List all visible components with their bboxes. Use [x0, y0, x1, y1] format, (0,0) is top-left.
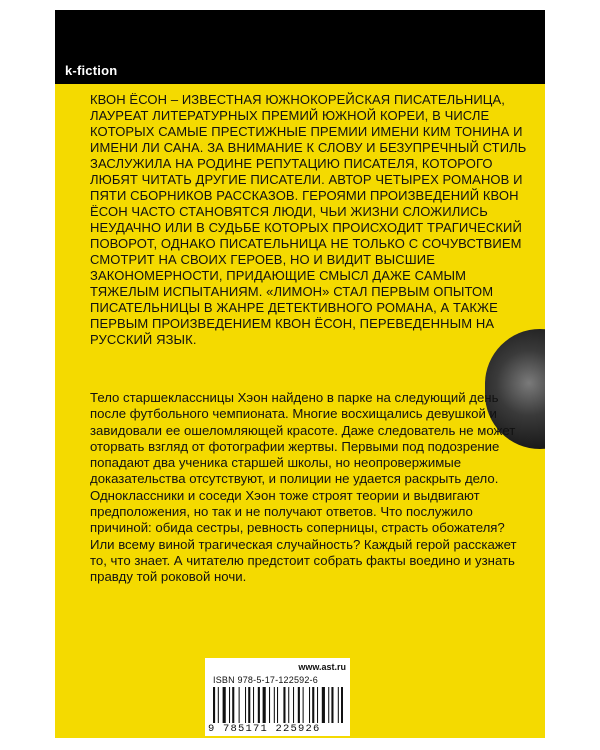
isbn-label: ISBN 978-5-17-122592-6 [213, 675, 318, 685]
yellow-panel [55, 84, 545, 738]
series-label: k-fiction [65, 63, 118, 78]
barcode-icon [213, 687, 343, 723]
publisher-website: www.ast.ru [298, 662, 346, 672]
barcode-panel [205, 658, 350, 736]
author-bio: КВОН ЁСОН – ИЗВЕСТНАЯ ЮЖНОКОРЕЙСКАЯ ПИСАТЕЛЬНИЦА, ЛАУРЕАТ ЛИТЕРАТУРНЫХ ПРЕМИЙ ЮЖНОЙ КОРЕИ, В ЧИСЛЕ КОТОРЫХ САМЫЕ ПРЕСТИЖНЫЕ ПРЕМИИ ИМЕНИ КИМ ТОНИНА И ИМЕНИ ЛИ САНА. ЗА ВНИМАНИЕ К СЛОВУ И БЕЗУПРЕЧНЫЙ СТИЛЬ ЗАСЛУЖИЛА НА РОДИНЕ РЕПУТАЦИЮ ПИСАТЕЛЯ, КОТОРОГО ЛЮБЯТ ЧИТАТЬ ДРУГИЕ ПИСАТЕЛИ. АВТОР ЧЕТЫРЕХ РОМАНОВ И ПЯТИ СБОРНИКОВ РАССКАЗОВ. ГЕРОЯМИ ПРОИЗВЕДЕНИЙ КВОН ЁСОН ЧАСТО СТАНОВЯТСЯ ЛЮДИ, ЧЬИ ЖИЗНИ СЛОЖИЛИСЬ НЕУДАЧНО ИЛИ В СУДЬБЕ КОТОРЫХ ПРОИСХОДИТ ТРАГИЧЕСКИЙ ПОВОРОТ, ОДНАКО ПИСАТЕЛЬНИЦА НЕ ТОЛЬКО С СОЧУВСТВИЕМ СМОТРИТ НА СВОИХ ГЕРОЕВ, НО И ВИДИТ ВЫСШИЕ ЗАКОНОМЕРНОСТИ, ПРИДАЮЩИЕ СМЫСЛ ДАЖЕ САМЫМ ТЯЖЕЛЫМ ИСПЫТАНИЯМ. «ЛИМОН» СТАЛ ПЕРВЫМ ОПЫТОМ ПИСАТЕЛЬНИЦЫ В ЖАНРЕ ДЕТЕКТИВНОГО РОМАНА, А ТАКЖЕ ПЕРВЫМ ПРОИЗВЕДЕНИЕМ КВОН ЁСОН, ПЕРЕВЕДЕННЫМ НА РУССКИЙ ЯЗЫК. [90, 92, 527, 347]
book-back-cover [55, 10, 545, 738]
book-synopsis: Тело старшеклассницы Хэон найдено в парке на следующий день после футбольного чемпионата. Многие восхищались девушкой и завидовали ее ошеломляющей красоте. Даже следователь не может оторвать взгляд от фотографии жертвы. Первыми под подозрение попадают два ученика старшей школы, но неопровержимые доказательства отсутствуют, и полиции не удается раскрыть дело. Одноклассники и соседи Хэон тоже строят теории и выдвигают предположения, но так и не получают ответов. Что послужило причиной: обида сестры, ревность соперницы, страсть обожателя? Или всему виной трагическая случайность? Каждый герой расскажет то, что знает. А читателю предстоит собрать факты воедино и узнать правду той роковой ночи. [90, 390, 517, 585]
barcode-number: 9 785171 225926 [208, 723, 321, 735]
